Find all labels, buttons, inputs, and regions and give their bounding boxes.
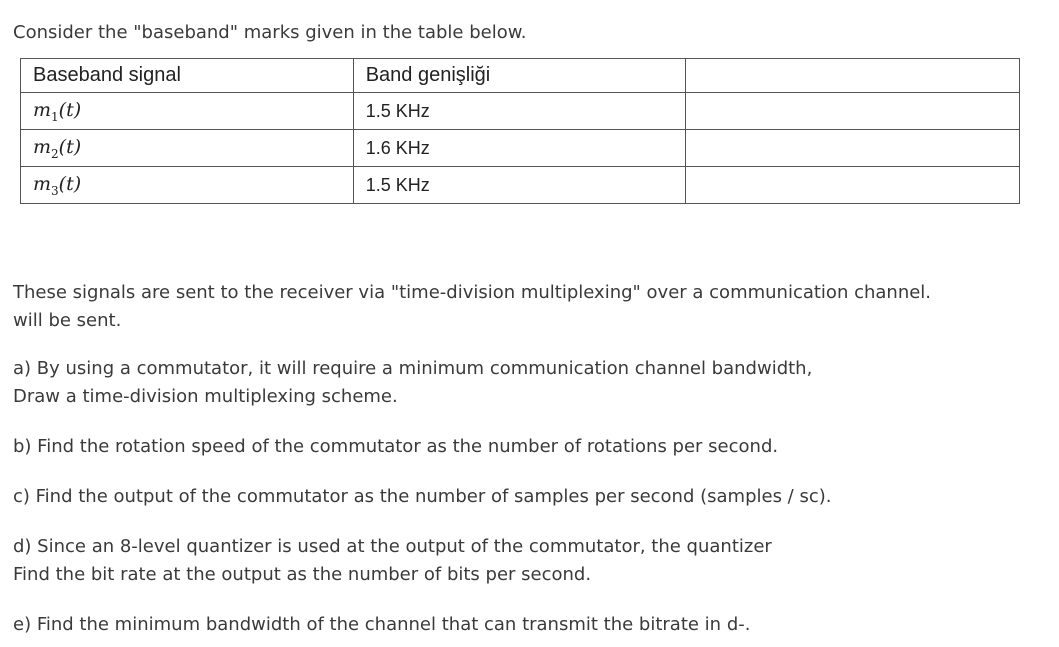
empty-cell — [686, 93, 1020, 130]
header-bandwidth: Band genişliği — [353, 59, 686, 93]
header-baseband-signal: Baseband signal — [21, 59, 354, 93]
signal-cell — [21, 93, 354, 130]
paragraph-tdm-line2: will be sent. — [13, 310, 122, 331]
question-d-line1: d) Since an 8-level quantizer is used at the output of the commutator, the quantizer — [13, 536, 772, 557]
bandwidth-cell: 1.5 KHz — [353, 93, 686, 130]
question-b: b) Find the rotation speed of the commutator as the number of rotations per second. — [13, 436, 779, 457]
question-a-line1: a) By using a commutator, it will require a minimum communication channel bandwidth, — [13, 358, 813, 379]
bandwidth-cell: 1.6 KHz — [353, 130, 686, 167]
header-empty — [686, 59, 1020, 93]
paragraph-tdm — [13, 279, 931, 335]
signal-cell — [21, 130, 354, 167]
bandwidth-cell: 1.5 KHz — [353, 167, 686, 204]
table-row — [21, 167, 1020, 204]
question-d — [13, 533, 772, 589]
signal-m2: $m_2(t)$ — [33, 135, 82, 161]
paragraph-tdm-line1: These signals are sent to the receiver via "time-division multiplexing" over a communication channel. — [13, 282, 932, 303]
baseband-table — [20, 58, 1020, 204]
signal-m3: $m_3(t)$ — [33, 172, 82, 198]
table-row — [21, 93, 1020, 130]
table-row — [21, 130, 1020, 167]
signal-m1: $m_1(t)$ — [33, 98, 82, 124]
question-a — [13, 355, 812, 411]
table-header-row — [21, 59, 1020, 93]
empty-cell — [686, 130, 1020, 167]
question-c: c) Find the output of the commutator as the number of samples per second (samples / sc). — [13, 486, 832, 507]
intro-text: Consider the "baseband" marks given in the table below. — [13, 22, 527, 43]
empty-cell — [686, 167, 1020, 204]
signal-cell — [21, 167, 354, 204]
question-e: e) Find the minimum bandwidth of the channel that can transmit the bitrate in d-. — [13, 614, 751, 635]
question-a-line2: Draw a time-division multiplexing scheme. — [13, 386, 398, 407]
question-d-line2: Find the bit rate at the output as the number of bits per second. — [13, 564, 592, 585]
